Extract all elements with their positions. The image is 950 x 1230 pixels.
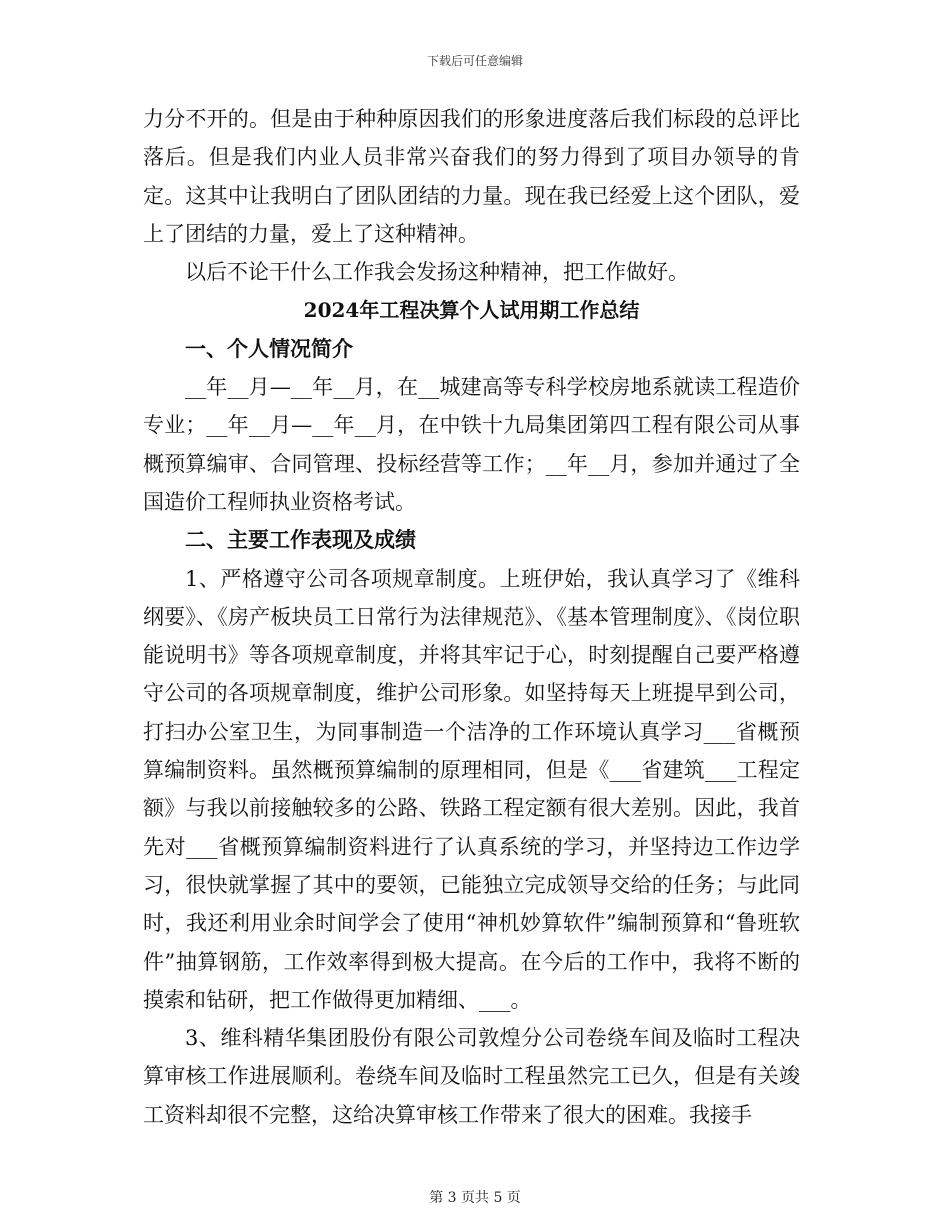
section-heading: 二、主要工作表现及成绩 [185, 527, 416, 553]
paragraph: 力分不开的。但是由于种种原因我们的形象进度落后我们标段的总评比落后。但是我们内业人员非常兴奋我们的努力得到了项目办领导的肯定。这其中让我明白了团队团结的力量。现在我已经爱上这个团队，爱上了团结的力量，爱上了这种精神。 [143, 107, 800, 246]
paragraph: 3、维科精华集团股份有限公司敦煌分公司卷绕车间及临时工程决算审核工作进展顺利。卷绕车间及临时工程虽然完工已久，但是有关竣工资料却很不完整，这给决算审核工作带来了很大的困难。我接手 [143, 1026, 800, 1127]
document-body [143, 100, 800, 1134]
page-footer: 第 3 页共 5 页 [429, 1190, 521, 1206]
paragraph: 1、严格遵守公司各项规章制度。上班伊始，我认真学习了《维科纲要》、《房产板块员工日常行为法律规范》、《基本管理制度》、《岗位职能说明书》等各项规章制度，并将其牢记于心，时刻提醒自己要严格遵守公司的各项规章制度，维护公司形象。如坚持每天上班提早到公司，打扫办公室卫生，为同事制造一个洁净的工作环境认真学习___省概预算编制资料。虽然概预算编制的原理相同，但是《___省建筑___工程定额》与我以前接触较多的公路、铁路工程定额有很大差别。因此，我首先对___省概预算编制资料进行了认真系统的学习，并坚持边工作边学习，很快就掌握了其中的要领，已能独立完成领导交给的任务；与此同时，我还利用业余时间学会了使用“神机妙算软件”编制预算和“鲁班软件”抽算钢筋，工作效率得到极大提高。在今后的工作中，我将不断的摸索和钻研，把工作做得更加精细、___。 [143, 566, 800, 1012]
page-header: 下载后可任意编辑 [426, 54, 523, 68]
document-title: 2024年工程决算个人试用期工作总结 [303, 298, 640, 323]
section-heading: 一、个人情况简介 [185, 335, 353, 361]
paragraph: 以后不论干什么工作我会发扬这种精神，把工作做好。 [185, 260, 689, 285]
paragraph: __年__月—__年__月，在__城建高等专科学校房地系就读工程造价专业；__年__月—__年__月，在中铁十九局集团第四工程有限公司从事概预算编审、合同管理、投标经营等工作；__年__月，参加并通过了全国造价工程师执业资格考试。 [143, 375, 800, 514]
